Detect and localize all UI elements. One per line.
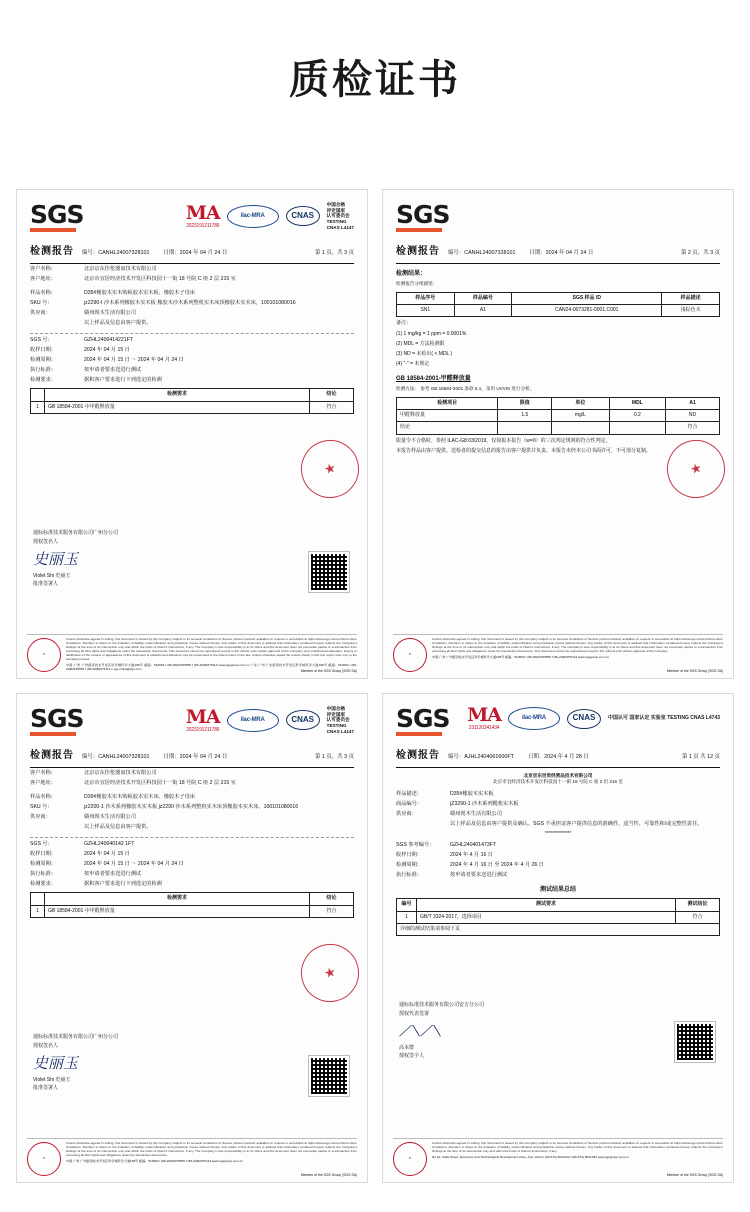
client-company: 北京京东世贸经营品技术有限公司 xyxy=(523,772,593,778)
field-row: 收样日期： 2024 年 04 月 15 日 xyxy=(30,850,130,857)
table-row: 1 GB 18584-2001 中甲醛释放量 符合 xyxy=(31,905,354,917)
cert4-footer: ★ Unless otherwise agreed in writing, this document is issued by the Company subject to its General Conditions of Service printed overleaf, available on request or accessible at https://www.sgs.com/en/Terms-and-Conditions. Attention is drawn to the limitation of liability, indemnification and jurisdiction issues defined therein. Any holder of this document is advised that information contained hereon reflects the Company's findings at the time of its intervention only and within the limits of Client's instructions, if any. No.10, Kaifa Street, Economic and Technological Development Zone, Anji, China t (86-572) 5021222 f (86-572) 5021333 www.sgsgroup.com.cn Member of the SGS Group (SGS SA) xyxy=(393,1138,723,1176)
table-row: SN1 A1 CAN24-0073281-0001.C001 浅棕色木 xyxy=(397,305,720,317)
sgs-logo-icon: SGS xyxy=(396,706,450,739)
certificate-grid xyxy=(0,115,750,1183)
cert2-title-row: 检测报告 编号：CANHL24007328101 日期：2024 年 04 月 24 日 第 2 页，共 3 页 xyxy=(396,245,720,264)
field-row: 客户地址： 北京市宜居经济技术开发区科技园十一街 18 号院 C 座 2 层 215 室 xyxy=(30,276,236,283)
cnas-text: 中国认可 国家认定 实验室 TESTING CNAS L4743 xyxy=(607,715,720,722)
cert4-title-row: 检测报告 编号：AJHL2404061600FT 日期：2024 年 4 月 28 日 第 1 页 共 12 页 xyxy=(396,749,720,768)
table-row: 1 GB/T 3324-2017，选择项目 符合 xyxy=(397,911,720,923)
footer-member: Member of the SGS Group (SGS SA) xyxy=(666,1172,723,1177)
table-row: 甲醛释放量 1.5 mg/L 0.2 ND xyxy=(397,410,720,422)
ma-badge-icon: MA 2023191211786 xyxy=(185,201,220,229)
field-row: 执行标准： 按申请者要求送进行测试 xyxy=(396,872,508,879)
report-date: 2024 年 04 月 24 日 xyxy=(179,250,228,256)
footer-member: Member of the SGS Group (SGS SA) xyxy=(666,668,723,673)
page-indicator: 第 1 页 共 12 页 xyxy=(681,754,720,760)
field-row: SKU 号： jz2200-1 沙木系列橡胶木实木板 jz2290 沙木系列整机实木床顶橡胶木实木床，100101080016 xyxy=(30,804,299,811)
footer-member: Member of the SGS Group (SGS SA) xyxy=(300,668,357,673)
field-row: 客户地址： 北京市宜居经济技术开发区科技园十一街 18 号院 C 座 2 层 215 室 xyxy=(30,780,236,787)
sgs-logo-icon: SGS xyxy=(396,202,450,235)
cert4-header xyxy=(396,706,720,744)
cert1-footer: ★ Unless otherwise agreed in writing, this document is issued by the Company subject to its General Conditions of Service printed overleaf, available on request or accessible at https://www.sgs.com/en/Terms-and-Conditions. Attention is drawn to the limitation of liability, indemnification and jurisdiction issues defined therein. Any holder of this document is advised that information contained hereon reflects the Company's findings at the time of its intervention only and within the limits of Client's instructions, if any. The Company's sole responsibility is to its Client and this document does not exonerate parties to a transaction from exercising all their rights and obligations under the transaction documents. This document cannot be reproduced except in full, without prior written approval of the Company. Any unauthorized alteration, forgery or falsification of the content or appearance of this document is unlawful and offenders may be prosecuted to the fullest extent of the law. Unless otherwise stated the results shown in this test report refer only to the sample(s) tested. 中国·广州·广州经济技术开发区科学城科学大道198号 邮编：510663 t (86-20)82155555 f (86-20)82075113 www.sgsgroup.com.cn 广东 广州 广东经济技术开发区科学城科学大道198号 邮编：510663 t (86-20)82155555 f (86-20)82075113 e sgs.china@sgs.com Member of the SGS Group (SGS SA) xyxy=(27,634,357,672)
cert3-header xyxy=(30,706,354,744)
tail-note: 本报告样品由客户提供。送检者的提交信息的报告由客户提供并负责。本报告末经本公司书面许可，不可部分复制。 xyxy=(396,447,652,454)
report-no-label: 编号： xyxy=(82,250,99,256)
report-title: 检测报告 xyxy=(30,750,74,761)
divider-asterisks: ************* xyxy=(544,831,572,838)
certificate-card-1[interactable] xyxy=(16,189,368,679)
sample-table xyxy=(396,292,720,318)
field-row: 收样日期： 2024 年 4 月 16 日 xyxy=(396,852,493,858)
ma-badge-icon: MA 2023191211786 xyxy=(185,705,220,733)
qr-code-icon[interactable] xyxy=(675,1022,715,1062)
cert1-fields xyxy=(30,266,354,384)
certificate-card-3[interactable] xyxy=(16,693,368,1183)
report-title: 检测报告 xyxy=(30,246,74,257)
note-item: (1) 1 mg/kg = 1 ppm = 0.0001% xyxy=(396,330,467,337)
field-row: 执行标准： 按申请者要求送进行测试 xyxy=(30,870,142,877)
field-row: 检测周期： 2024 年 4 月 16 日 至 2024 年 4 月 26 日 xyxy=(396,862,544,869)
red-seal-stamp: ★ xyxy=(295,938,365,1008)
field-row: 供应商： 赣州现木生活有限公司 xyxy=(396,810,502,817)
report-title: 检测报告 xyxy=(396,246,440,257)
sgs-logo-icon: SGS xyxy=(30,202,84,235)
certificate-card-4[interactable] xyxy=(382,693,734,1183)
table-row: 1 GB 18584-2001 中甲醛释放量 符合 xyxy=(31,401,354,413)
field-row: 供应商： 赣州现木生活有限公司 xyxy=(30,310,136,317)
sgs-logo-icon: SGS xyxy=(30,706,84,739)
report-date-label: 日期： xyxy=(163,250,180,256)
notes-title: 备注： xyxy=(396,320,412,327)
cert1-accreditation-badges xyxy=(186,202,354,231)
ilac-mra-icon: ilac-MRA xyxy=(227,205,279,228)
page-indicator: 第 1 页，共 3 页 xyxy=(315,754,354,760)
footer-seal-icon: ★ xyxy=(393,638,427,672)
report-no: CANHL24007328101 xyxy=(98,754,150,760)
field-row: 以上样品及信息由客户提供。 xyxy=(84,824,152,831)
footer-seal-icon: ★ xyxy=(27,1142,61,1176)
field-row: 收样日期： 2024 年 04 月 15 日 xyxy=(30,346,130,353)
table-row: 详细的测试结果请参阅下页 xyxy=(397,923,720,935)
field-row: SGS 号： GZHL240040142 1FT xyxy=(30,840,135,847)
signature-block: 通标标准技术服务有限公司安吉分公司 授权代表签署 ⟋⟍⟋⟍ 高本群 授权签字人 xyxy=(399,1001,485,1060)
field-row: 检测周期： 2024 年 04 月 15 日 ～ 2024 年 04 月 24 日 xyxy=(30,356,184,363)
cert1-header xyxy=(30,202,354,240)
signature-block: 通标标准技术服务有限公司广州分公司 授权签名人 史丽玉 Violet Shi 史丽玉 批准签署人 xyxy=(33,529,119,588)
field-row: 执行标准： 按申请者要求送进行测试 xyxy=(30,366,142,373)
cnas-text: 中国合格 评定国家 认可委员会 TESTING CNAS L4147 xyxy=(326,202,354,230)
standard-method: 检测方法： 参考 GB 18584-2001 条款 5.1，采用 UVVIS 进行分析。 xyxy=(396,386,535,392)
field-row: 商品编号： jZ3290-1 沙木系列榄机实木板 xyxy=(396,800,519,807)
field-row: 客户名称： 北京京东佳伦器皿技术有限公司 xyxy=(30,266,157,272)
standard-title: GB 18584-2001-甲醛释放量 xyxy=(396,375,471,382)
cnas-icon: CNAS xyxy=(286,710,320,730)
note-item: (2) MDL = 方法检测限 xyxy=(396,340,445,347)
page-indicator: 第 2 页，共 3 页 xyxy=(681,250,720,256)
cert4-accreditation-badges xyxy=(467,706,720,731)
field-row: SGS 号： GZHL2400414221FT xyxy=(30,336,134,343)
footer-seal-icon: ★ xyxy=(393,1142,427,1176)
report-date: 2024 年 04 月 24 日 xyxy=(179,754,228,760)
sample-group-heading: 检测报告分组描述： xyxy=(396,281,438,287)
note-item: (4) "-" = 未规定 xyxy=(396,361,430,368)
cnas-icon: CNAS xyxy=(286,206,320,226)
field-row: 客户名称： 北京京东佳伦器皿技术有限公司 xyxy=(30,770,157,776)
client-address: 北京市宜经济技术开发区科技园十一街 18 号院 C 座 2 层 215 室 xyxy=(493,779,623,785)
table-header-row: 检测要求 结论 xyxy=(31,389,354,401)
field-row: SKU 号： jz2290-I 沙木系列橡胶木实木板 橡胶木沙木系列整机实木床顶橡胶木实木床，100101080016 xyxy=(30,300,296,307)
handwritten-signature: ⟋⟍⟋⟍ xyxy=(399,1021,442,1040)
ilac-mra-icon: ilac-MRA xyxy=(227,709,279,732)
field-row: 检测要求： 据积客户要求进行下列选定的检测 xyxy=(30,376,162,383)
handwritten-signature: 史丽玉 xyxy=(33,1053,79,1072)
field-row: 检测周期： 2024 年 04 月 15 日 ～ 2024 年 04 月 24 日 xyxy=(30,860,184,867)
result-summary-title: 测试结果总结 xyxy=(539,886,576,893)
report-date: 2024 年 4 月 28 日 xyxy=(544,754,589,760)
field-row: 供应商： 赣州现木生活有限公司 xyxy=(30,814,136,821)
page-title: 质检证书 xyxy=(289,57,461,103)
table-header-row: 检测要求 结论 xyxy=(31,893,354,905)
result-table xyxy=(30,892,354,918)
cert3-title-row: 检测报告 编号：CANHL24007328101 日期：2024 年 04 月 24 日 第 1 页，共 3 页 xyxy=(30,749,354,768)
field-row: 检测要求： 据积客户要求进行下列选定的检测 xyxy=(30,880,162,887)
table-header-row: 检测项目 限值 单位 MDL A1 xyxy=(397,397,720,409)
tail-note: 限量令不合格时，参照 ILAC-G8:03/2019，仅简报本报告（w=0）的三次判定规则的符合性判定。 xyxy=(396,437,611,444)
report-no: CANHL24007328101 xyxy=(464,250,516,256)
cert3-footer: ★ Unless otherwise agreed in writing, this document is issued by the Company subject to its General Conditions of Service printed overleaf, available on request or accessible at https://www.sgs.com/en/Terms-and-Conditions. Attention is drawn to the limitation of liability, indemnification and jurisdiction issues defined therein. Any holder of this document is advised that information contained hereon reflects the Company's findings at the time of its intervention only and within the limits of Client's instructions, if any. The Company's sole responsibility is to its Client and this document does not exonerate parties to a transaction from exercising all their rights and obligations under the transaction documents. 中国·广州·广州经济技术开发区科学城科学大道198号 邮编：510663 t (86-20)82155555 f (86-20)82075113 www.sgsgroup.com.cn Member of the SGS Group (SGS SA) xyxy=(27,1138,357,1176)
field-row: 样品描述： D35#橡胶木实木板 xyxy=(396,790,494,797)
cert3-accreditation-badges xyxy=(186,706,354,735)
report-no: AJHL2404061600FT xyxy=(464,754,514,760)
result-table xyxy=(396,898,720,936)
qr-code-icon[interactable] xyxy=(309,1056,349,1096)
signature-block: 通标标准技术服务有限公司广州分公司 授权签名人 史丽玉 Violet Shi 史丽玉 批准签署人 xyxy=(33,1033,119,1092)
measurement-table xyxy=(396,397,720,435)
field-row: 样品名称： D35#橡胶木实木购板胶木实木板、橡胶木子母床 xyxy=(30,290,195,297)
red-seal-stamp: ★ xyxy=(661,434,731,504)
cert2-header xyxy=(396,202,720,240)
qr-code-icon[interactable] xyxy=(309,552,349,592)
field-row: 以上样品及信息由客户提供及确认。SGS 不承担证客户提供信息的准确性、适当性、可靠性和/或完整性责任。 xyxy=(450,820,703,827)
field-row: 以上样品及信息由客户提供。 xyxy=(84,320,152,327)
report-title: 检测报告 xyxy=(396,750,440,761)
field-row: 样品名称： D39#橡胶木实木购板胶木实木床、橡胶木子母床 xyxy=(30,794,195,801)
cert4-fields xyxy=(396,791,720,880)
note-item: (3) ND = 未检出( < MDL ) xyxy=(396,351,453,358)
ilac-mra-icon: ilac-MRA xyxy=(508,707,560,730)
footer-seal-icon: ★ xyxy=(27,638,61,672)
field-row: SGS 参考编号： GZHL240401473FT xyxy=(396,841,497,848)
report-date: 2024 年 04 月 24 日 xyxy=(545,250,594,256)
table-row: 结论 符合 xyxy=(397,422,720,434)
cnas-icon: CNAS xyxy=(567,709,601,729)
result-table xyxy=(30,388,354,414)
handwritten-signature: 史丽玉 xyxy=(33,549,79,568)
footer-member: Member of the SGS Group (SGS SA) xyxy=(300,1172,357,1177)
cnas-text: 中国合格 评定国家 认可委员会 TESTING CNAS L4147 xyxy=(326,706,354,734)
ma-badge-icon: MA 231120341434 xyxy=(467,704,501,731)
red-seal-stamp: ★ xyxy=(295,434,365,504)
table-header-row: 样品序号 样品编号 SGS 样品 ID 样品描述 xyxy=(397,292,720,304)
report-no: CANHL24007328101 xyxy=(98,250,150,256)
cert2-footer: ★ Unless otherwise agreed in writing, this document is issued by the Company subject to its General Conditions of Service printed overleaf, available on request or accessible at https://www.sgs.com/en/Terms-and-Conditions. Attention is drawn to the limitation of liability, indemnification and jurisdiction issues defined therein. Any holder of this document is advised that information contained hereon reflects the Company's findings at the time of its intervention only and within the limits of Client's instructions, if any. The Company's sole responsibility is to its Client and this document does not exonerate parties to a transaction from exercising all their rights and obligations under the transaction documents. This document cannot be reproduced except in full, without prior written approval of the Company. 中国·广州·广州经济技术开发区科学城科学大道198号 邮编：510663 t (86-20)82155555 f (86-20)82075113 www.sgsgroup.com.cn Member of the SGS Group (SGS SA) xyxy=(393,634,723,672)
table-header-row: 编号 测试要求 测试结论 xyxy=(397,899,720,911)
page-indicator: 第 1 页，共 3 页 xyxy=(315,250,354,256)
cert1-title-row xyxy=(30,245,354,264)
certificate-card-2[interactable] xyxy=(382,189,734,679)
results-heading: 检测结果： xyxy=(396,270,427,277)
cert3-fields xyxy=(30,770,354,888)
